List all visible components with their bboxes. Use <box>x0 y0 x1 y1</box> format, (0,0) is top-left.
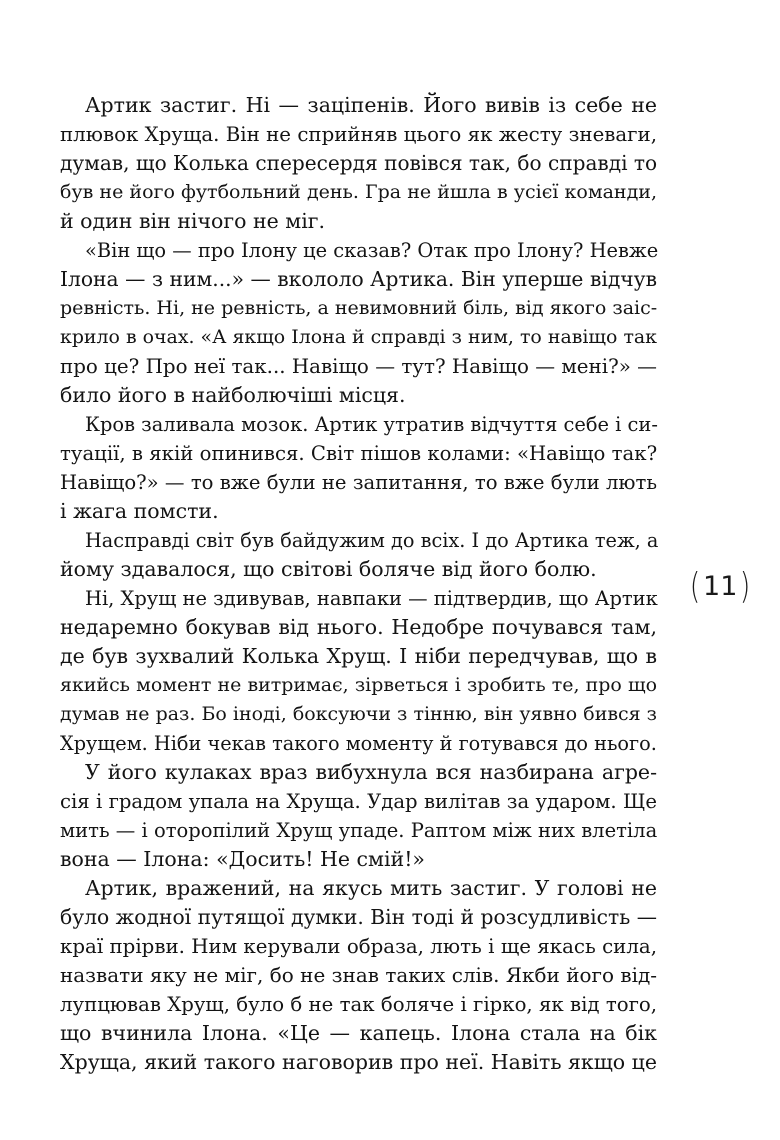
text-line: недаремно бокував від нього. Недобре почувався там, <box>60 615 657 639</box>
text-line: Хруща, який такого наговорив про неї. Навіть якщо це <box>60 1050 657 1074</box>
text-line: Навіщо?» — то вже були не запитання, то вже були лють <box>60 471 657 494</box>
text-line: був не його футбольний день. Гра не йшла в усієї команди, <box>60 181 657 203</box>
text-line: краї прірви. Ним керували образа, лють і ще якась сила, <box>60 935 657 958</box>
text-line: крило в очах. «А якщо Ілона й справді з ним, то навіщо так <box>60 326 657 348</box>
text-line: Артик застиг. Ні — заціпенів. Його вивів із себе не <box>85 93 657 117</box>
text-line: плювок Хруща. Він не сприйняв цього як жесту зневаги, <box>60 123 657 146</box>
text-line: де був зухвалий Колька Хрущ. І ніби передчував, що в <box>60 644 657 668</box>
paragraph <box>60 526 657 584</box>
text-line: йому здавалося, що світові боляче від його болю. <box>60 557 597 581</box>
text-line: Кров заливала мозок. Артик утратив відчуття себе і си- <box>85 413 658 436</box>
text-line: назвати яку не міг, бо не знав таких слів. Якби його від- <box>60 963 657 987</box>
text-line: било його в найболючіші місця. <box>60 383 406 407</box>
text-line: було жодної путящої думки. Він тоді й розсудливість — <box>60 905 657 929</box>
text-line: якийсь момент не витримає, зірветься і зробить те, про що <box>60 674 657 696</box>
paragraph <box>60 91 657 236</box>
paragraph <box>60 236 657 410</box>
text-line: ревність. Ні, не ревність, а невимовний біль, від якого заіс- <box>60 297 658 319</box>
text-line: Артик, вражений, на якусь мить застиг. У голові не <box>85 876 657 900</box>
page-number-close-paren: ) <box>740 566 751 607</box>
text-line: Ні, Хрущ не здивував, навпаки — підтвердив, що Артик <box>85 587 658 610</box>
text-line: туації, в якій опинився. Світ пішов колами: «Навіщо так? <box>60 442 658 465</box>
text-line: думав, що Колька спересердя повівся так, бо справді то <box>60 151 658 175</box>
text-line: У його кулаках враз вибухнула вся назбирана агре- <box>85 760 657 784</box>
page-number-value: 11 <box>703 571 738 602</box>
text-line: мить — і оторопілий Хрущ упаде. Раптом між них влетіла <box>60 819 658 842</box>
text-line: «Він що — про Ілону це сказав? Отак про Ілону? Невже <box>85 239 659 262</box>
text-line: думав не раз. Бо іноді, боксуючи з тінню, він уявно бився з <box>60 703 657 725</box>
text-line: про це? Про неї так... Навіщо — тут? Навіщо — мені?» — <box>60 355 657 378</box>
paragraph <box>60 758 657 874</box>
text-line: сія і градом упала на Хруща. Удар вилітав за ударом. Ще <box>60 790 657 813</box>
text-line: лупцював Хрущ, було б не так боляче і гірко, як від того, <box>60 993 657 1016</box>
paragraph <box>60 410 657 526</box>
text-line: вона — Ілона: «Досить! Не смій!» <box>60 847 425 871</box>
text-line: й один він нічого не міг. <box>60 209 326 233</box>
page-number <box>688 566 752 608</box>
text-line: що вчинила Ілона. «Це — капець. Ілона стала на бік <box>60 1021 657 1045</box>
text-line: Хрущем. Ніби чекав такого моменту й готувався до нього. <box>60 732 657 755</box>
paragraph <box>60 584 657 758</box>
page-number-open-paren: ( <box>689 566 701 607</box>
text-line: Насправді світ був байдужим до всіх. І до Артика теж, а <box>85 529 659 552</box>
paragraph <box>60 874 657 1077</box>
text-line: і жага помсти. <box>60 499 219 523</box>
body-text <box>60 91 657 1077</box>
text-line: Ілона — з ним...» — вкололо Артика. Він уперше відчув <box>60 267 657 291</box>
